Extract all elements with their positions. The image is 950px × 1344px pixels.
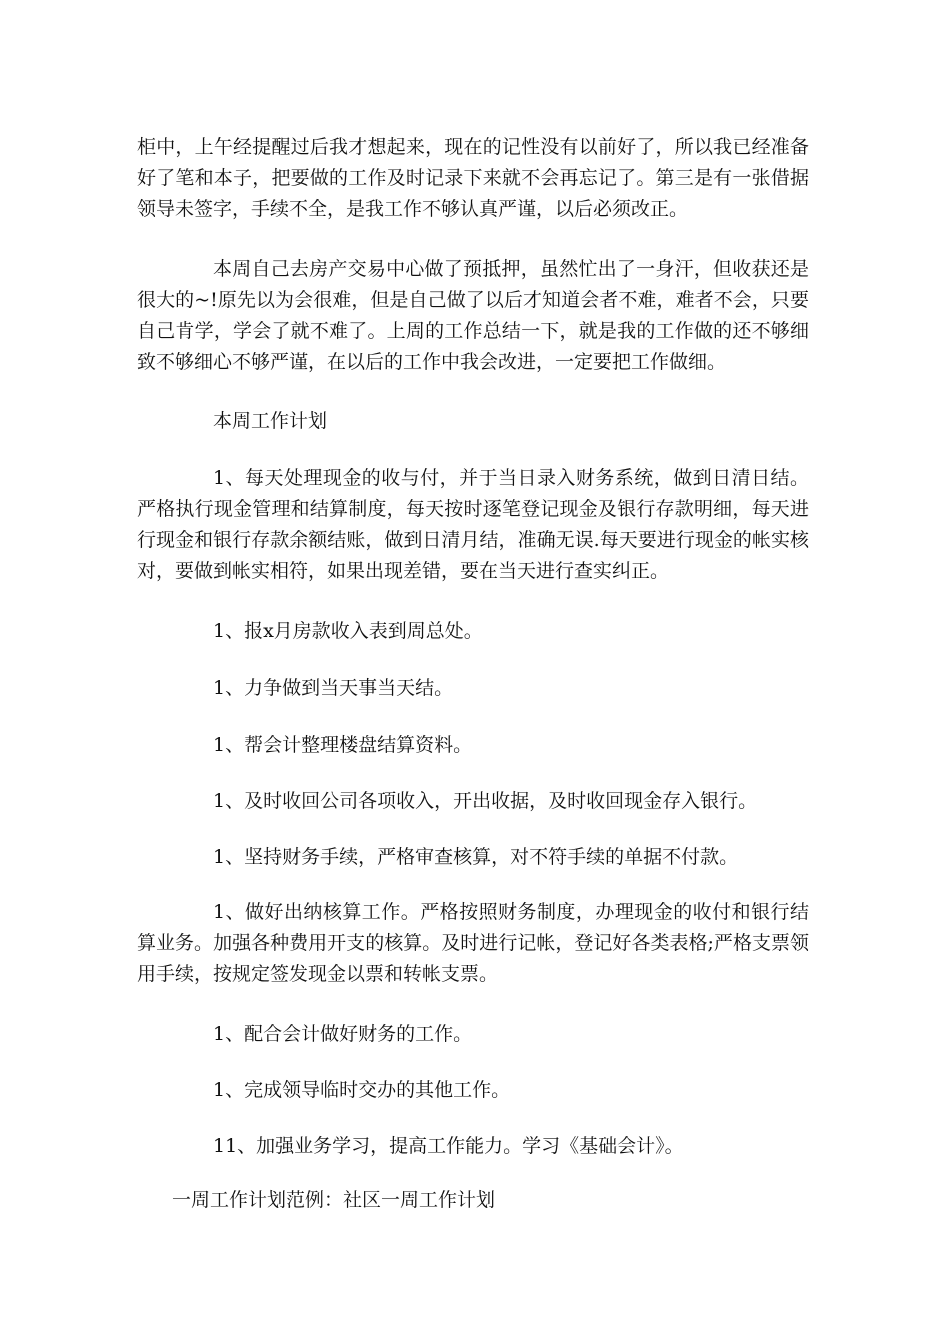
paragraph-continuation: 柜中，上午经提醒过后我才想起来，现在的记性没有以前好了，所以我已经准备好了笔和本子，把要做的工作及时记录下来就不会再忘记了。第三是有一张借据领导未签字，手续不全，是我工作不够认真严谨，以后必须改正。 <box>137 136 809 220</box>
plan-item-assist-accountant: 1、配合会计做好财务的工作。 <box>213 1023 473 1045</box>
plan-item-collect-income: 1、及时收回公司各项收入，开出收据，及时收回现金存入银行。 <box>213 790 758 812</box>
plan-item-cashier-accounting: 1、做好出纳核算工作。严格按照财务制度，办理现金的收付和银行结算业务。加强各种费用开支的核算。及时进行记帐，登记好各类表格;严格支票领用手续，按规定签发现金以票和转帐支票。 <box>137 901 809 985</box>
plan-item-temporary-tasks: 1、完成领导临时交办的其他工作。 <box>213 1079 511 1101</box>
plan-item-revenue-report: 1、报x月房款收入表到周总处。 <box>213 620 483 642</box>
plan-item-same-day: 1、力争做到当天事当天结。 <box>213 677 454 699</box>
section-heading-weekly-plan: 本周工作计划 <box>213 410 328 432</box>
plan-item-cash-handling: 1、每天处理现金的收与付，并于当日录入财务系统，做到日清日结。严格执行现金管理和结算制度，每天按时逐笔登记现金及银行存款明细，每天进行现金和银行存款余额结账，做到日清月结，准确无误.每天要进行现金的帐实核对，要做到帐实相符，如果出现差错，要在当天进行查实纠正。 <box>137 467 809 582</box>
section-heading-community-plan: 一周工作计划范例：社区一周工作计划 <box>172 1189 496 1211</box>
plan-item-study: 11、加强业务学习，提高工作能力。学习《基础会计》。 <box>213 1135 684 1157</box>
plan-item-audit: 1、坚持财务手续，严格审查核算，对不符手续的单据不付款。 <box>213 846 739 868</box>
plan-item-settlement-data: 1、帮会计整理楼盘结算资料。 <box>213 734 473 756</box>
paragraph-presale-mortgage: 本周自己去房产交易中心做了预抵押，虽然忙出了一身汗，但收获还是很大的~!原先以为会很难，但是自己做了以后才知道会者不难，难者不会，只要自己肯学，学会了就不难了。上周的工作总结一下，就是我的工作做的还不够细致不够细心不够严谨，在以后的工作中我会改进，一定要把工作做细。 <box>137 258 809 373</box>
